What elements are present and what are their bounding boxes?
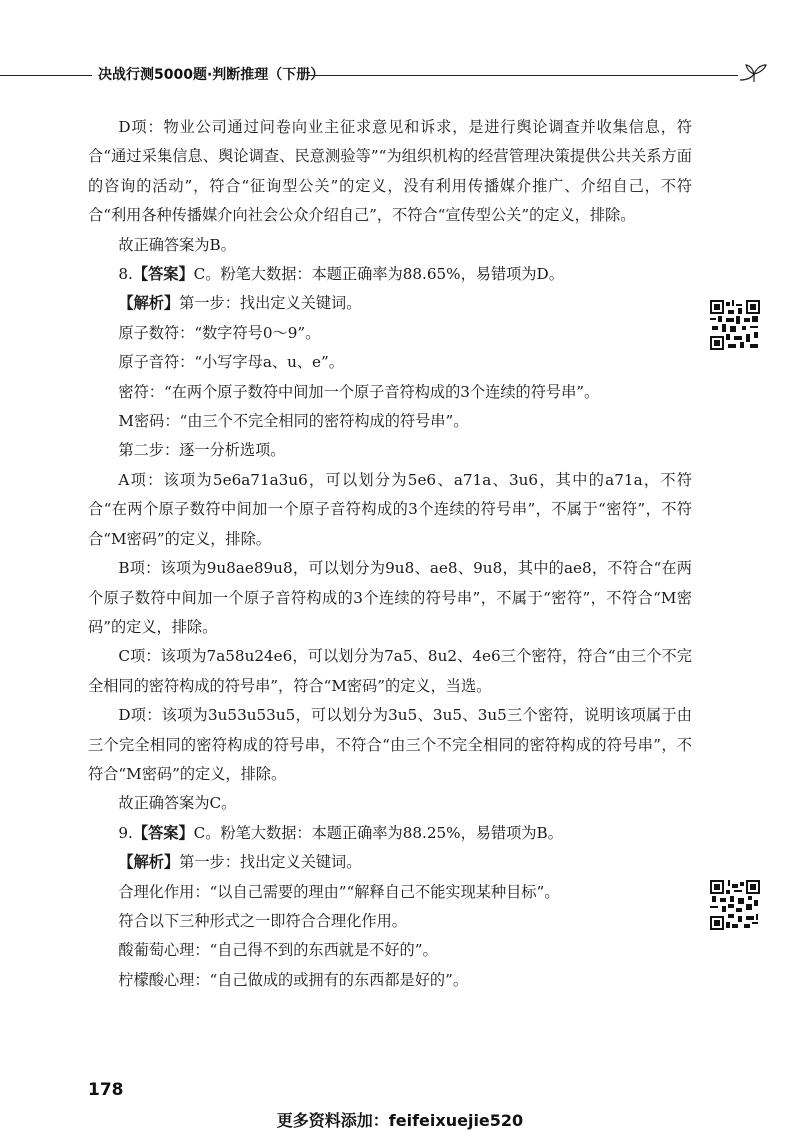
sprout-icon — [736, 60, 772, 88]
paragraph: 故正确答案为B。 — [118, 235, 236, 254]
qr-code-icon — [710, 880, 760, 930]
qr-code-question-9[interactable] — [710, 880, 760, 930]
answer-line: 9.【答案】C。粉笔大数据：本题正确率为88.25%，易错项为B。 — [118, 823, 563, 842]
paragraph: 故正确答案为C。 — [118, 794, 237, 813]
paragraph: 第二步：逐一分析选项。 — [118, 441, 286, 460]
answer-line: 8.【答案】C。粉笔大数据：本题正确率为88.65%，易错项为D。 — [118, 265, 564, 284]
page-number: 178 — [88, 1080, 124, 1100]
footer-note: 更多资料添加：feifeixuejie520 — [276, 1111, 524, 1130]
option-analysis: B项：该项为9u8ae89u8，可以划分为9u8、ae8、9u8，其中的ae8，不符合“在两个原子数符中间加一个原子音符构成的3个连续的符号串”，不属于“密符”，不符合“M密码”的定义，排除。 — [88, 559, 692, 636]
paragraph: 酸葡萄心理：“自己得不到的东西就是不好的”。 — [118, 941, 438, 960]
paragraph: 合理化作用：“以自己需要的理由”“解释自己不能实现某种目标”。 — [118, 882, 560, 901]
qr-code-question-8[interactable] — [710, 300, 760, 350]
option-analysis: D项：该项为3u53u53u5，可以划分为3u5、3u5、3u5三个密符，说明该项属于由三个完全相同的密符构成的符号串，不符合“由三个不完全相同的密符构成的符号串”，不符合“M密码”的定义，排除。 — [88, 706, 692, 783]
paragraph: D项：物业公司通过问卷向业主征求意见和诉求，是进行舆论调查并收集信息，符合“通过采集信息、舆论调查、民意测验等”“为组织机构的经营管理决策提供公共关系方面的咨询的活动”，符合“征询型公关”的定义，没有利用传播媒介推广、介绍自己，不符合“利用各种传播媒介向社会公众介绍自己”，不符合“宣传型公关”的定义，排除。 — [88, 118, 692, 225]
page-body — [88, 113, 692, 995]
book-title: 决战行测5000题·判断推理（下册） — [98, 67, 325, 83]
header-rule-right — [308, 75, 738, 76]
qr-code-icon — [710, 300, 760, 350]
paragraph: 原子音符：“小写字母a、u、e”。 — [118, 353, 344, 372]
paragraph: 密符：“在两个原子数符中间加一个原子音符构成的3个连续的符号串”。 — [118, 382, 600, 401]
option-analysis: A项：该项为5e6a71a3u6，可以划分为5e6、a71a、3u6，其中的a71a，不符合“在两个原子数符中间加一个原子音符构成的3个连续的符号串”，不属于“密符”，不符合“M密码”的定义，排除。 — [88, 470, 692, 548]
header-rule-left — [0, 75, 92, 76]
option-analysis: C项：该项为7a58u24e6，可以划分为7a5、8u2、4e6三个密符，符合“由三个不完全相同的密符构成的符号串”，符合“M密码”的定义，当选。 — [88, 647, 692, 695]
paragraph: 柠檬酸心理：“自己做成的或拥有的东西都是好的”。 — [118, 970, 469, 989]
analysis-line: 【解析】第一步：找出定义关键词。 — [118, 853, 362, 872]
paragraph: 符合以下三种形式之一即符合合理化作用。 — [118, 911, 407, 930]
paragraph: M密码：“由三个不完全相同的密符构成的符号串”。 — [118, 412, 469, 431]
paragraph: 原子数符：“数字符号0～9”。 — [118, 323, 321, 342]
running-header — [0, 60, 800, 90]
analysis-line: 【解析】第一步：找出定义关键词。 — [118, 294, 362, 313]
